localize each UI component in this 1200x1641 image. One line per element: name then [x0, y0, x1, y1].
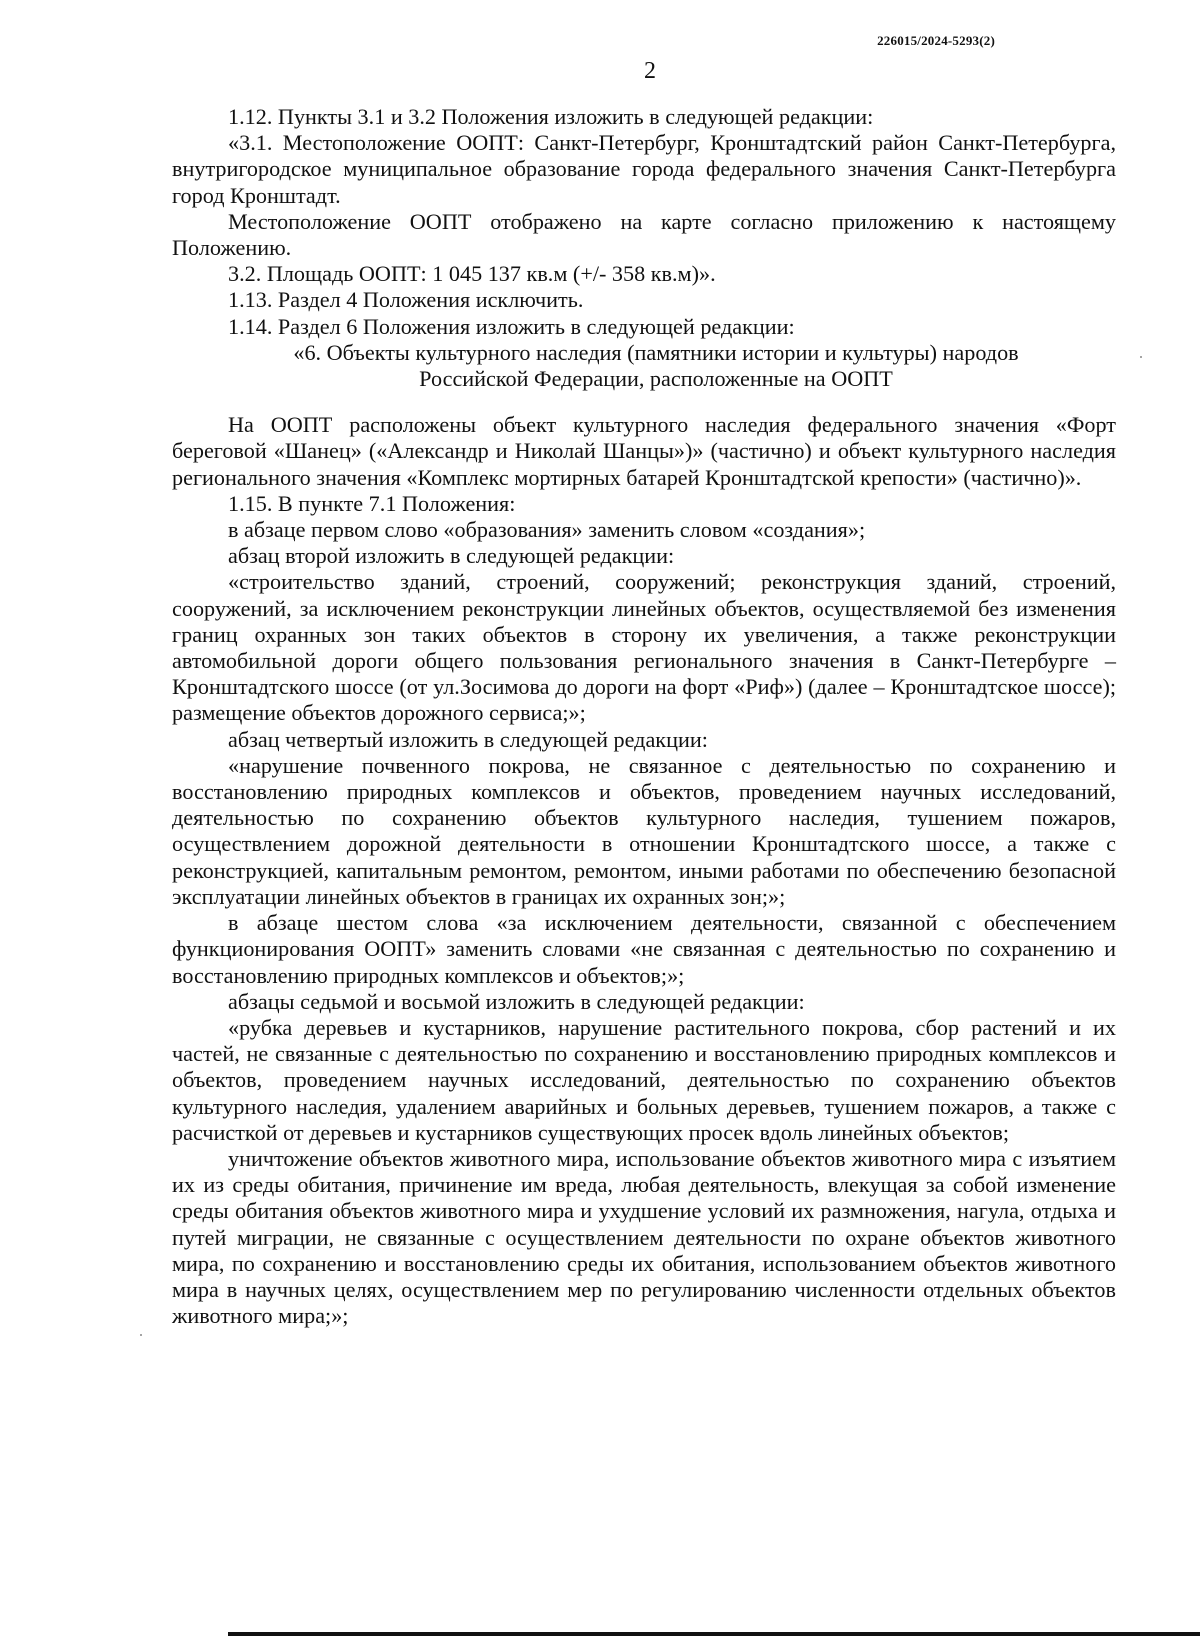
page-number: 2: [644, 58, 656, 84]
scan-artifact: [140, 1334, 142, 1336]
paragraph-construction: «строительство зданий, строений, сооружений; реконструкция зданий, строений, сооружений, за исключением реконструкции линейных объектов, осуществляемой без изменения границ охранных зон таких объектов в сторону их увеличения, а также реконструкции автомобильной дороги общего пользования регионального значения в Санкт-Петербурге – Кронштадтского шоссе (от ул.Зосимова до дороги на форт «Риф») (далее – Кронштадтское шоссе); размещение объектов дорожного сервиса;»;: [172, 569, 1116, 726]
paragraph-location-map: Местоположение ООПТ отображено на карте согласно приложению к настоящему Положению.: [172, 208, 1116, 261]
paragraph-seventh-eighth-intro: абзацы седьмой и восьмой изложить в следующей редакции:: [228, 988, 805, 1014]
scan-artifact: [1140, 356, 1142, 358]
paragraph-tree-felling: «рубка деревьев и кустарников, нарушение растительного покрова, сбор растений и их частей, не связанные с деятельностью по сохранению и восстановлению природных комплексов и объектов, проведением научных исследований, деятельностью по сохранению объектов культурного наследия, удалением аварийных и больных деревьев, тушением пожаров, а также с расчисткой от деревьев и кустарников существующих просек вдоль линейных объектов;: [172, 1014, 1116, 1145]
section-6-heading-line-1: «6. Объекты культурного наследия (памятники истории и культуры) народов: [293, 339, 1019, 365]
document-body: [172, 104, 1116, 1329]
paragraph-second-abzac-intro: абзац второй изложить в следующей редакции:: [228, 543, 675, 569]
paragraph-fourth-abzac-intro: абзац четвертый изложить в следующей редакции:: [228, 726, 708, 752]
paragraph-first-abzac: в абзаце первом слово «образования» заменить словом «создания»;: [228, 517, 866, 543]
paragraph-1-13: 1.13. Раздел 4 Положения исключить.: [228, 287, 584, 313]
paragraph-1-12: 1.12. Пункты 3.1 и 3.2 Положения изложить в следующей редакции:: [228, 104, 874, 129]
paragraph-sixth-abzac: в абзаце шестом слова «за исключением деятельности, связанной с обеспечением функционирования ООПТ» заменить словами «не связанная с деятельностью по сохранению и восстановлению природных комплексов и объектов;»;: [172, 910, 1116, 988]
paragraph-wildlife: уничтожение объектов животного мира, использование объектов животного мира с изъятием их из среды обитания, причинение им вреда, любая деятельность, влекущая за собой изменение среды обитания объектов животного мира и ухудшение условий их размножения, нагула, отдыха и путей миграции, не связанные с осуществлением деятельности по охране объектов животного мира, по сохранению и восстановлению среды их обитания, использованием объектов животного мира в научных целях, осуществлением мер по регулированию численности отдельных объектов животного мира;»;: [172, 1145, 1116, 1329]
paragraph-3-1: «3.1. Местоположение ООПТ: Санкт-Петербург, Кронштадтский район Санкт-Петербурга, внутригородское муниципальное образование города федерального значения Санкт-Петербурга город Кронштадт.: [172, 130, 1116, 208]
bottom-scan-edge: [228, 1632, 1200, 1636]
spacer: [172, 392, 1116, 412]
paragraph-1-15: 1.15. В пункте 7.1 Положения:: [228, 490, 516, 516]
paragraph-soil-cover: «нарушение почвенного покрова, не связанное с деятельностью по сохранению и восстановлению природных комплексов и объектов, проведением научных исследований, деятельностью по сохранению объектов культурного наследия, тушением пожаров, осуществлением дорожной деятельности в отношении Кронштадтского шоссе, а также с реконструкцией, капитальным ремонтом, ремонтом, иными работами по обеспечению безопасной эксплуатации линейных объектов в границах их охранных зон;»;: [172, 752, 1116, 909]
section-6-heading-line-2: Российской Федерации, расположенные на ООПТ: [419, 366, 893, 392]
paragraph-heritage-objects: На ООПТ расположены объект культурного наследия федерального значения «Форт береговой «Шанец» («Александр и Николай Шанцы»)» (частично) и объект культурного наследия регионального значения «Комплекс мортирных батарей Кронштадтской крепости» (частично)».: [172, 412, 1116, 490]
paragraph-1-14: 1.14. Раздел 6 Положения изложить в следующей редакции:: [228, 313, 795, 339]
paragraph-3-2: 3.2. Площадь ООПТ: 1 045 137 кв.м (+/- 358 кв.м)».: [228, 261, 716, 287]
document-registration-number: 226015/2024-5293(2): [877, 33, 995, 48]
